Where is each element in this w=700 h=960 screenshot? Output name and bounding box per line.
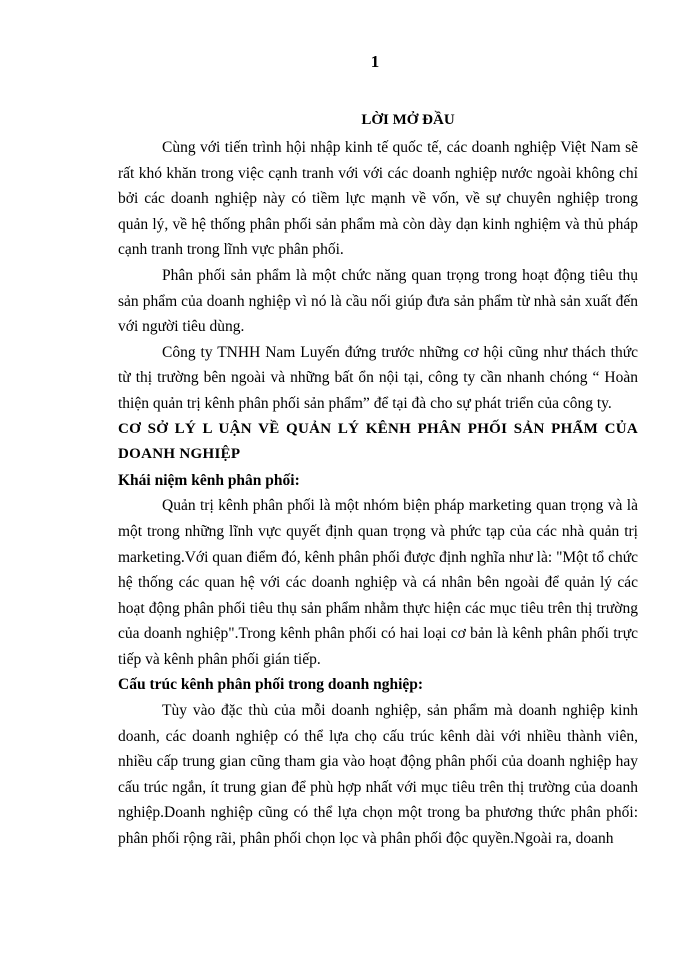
section-heading: CƠ SỞ LÝ L UẬN VỀ QUẢN LÝ KÊNH PHÂN PHỐI SẢN PHẨM CỦA DOANH NGHIỆP [118,420,638,463]
subsection-paragraph-structure: Tùy vào đặc thù của mỗi doanh nghiệp, sản phẩm mà doanh nghiệp kinh doanh, các doanh nghiệp có thể lựa chọ cấu trúc kênh dài với nhiều thành viên, nhiều cấp trung gian cũng tham gia vào hoạt động phân phối của doanh nghiệp hay cấu trúc ngắn, ít trung gian để phù hợp nhất với mục tiêu trên thị trường của doanh nghiệp.Doanh nghiệp cũng có thể lựa chọn một trong ba phương thức phân phối: phân phối rộng rãi, phân phối chọn lọc và phân phối độc quyền.Ngoài ra, doanh [118,702,638,848]
intro-paragraph-1: Cùng với tiến trình hội nhập kinh tế quốc tế, các doanh nghiệp Việt Nam sẽ rất khó khăn trong việc cạnh tranh với với các doanh nghiệp nước ngoài không chỉ bởi các doanh nghiệp này có tiềm lực mạnh về vốn, về sự chuyên nghiệp trong quản lý, về hệ thống phân phối sản phẩm mà còn dày dạn kinh nghiệm và thủ pháp cạnh tranh trong lĩnh vực phân phối. [118,139,638,259]
subsection-paragraph-concept: Quản trị kênh phân phối là một nhóm biện pháp marketing quan trọng và là một trong những lĩnh vực quyết định quan trọng và phức tạp của các nhà quản trị marketing.Với quan điểm đó, kênh phân phối được định nghĩa như là: "Một tổ chức hệ thống các quan hệ với các doanh nghiệp và cá nhân bên ngoài để quản lý các hoạt động phân phối tiêu thụ sản phẩm nhằm thực hiện các mục tiêu trên thị trường của doanh nghiệp".Trong kênh phân phối có hai loại cơ bản là kênh phân phối trực tiếp và kênh phân phối gián tiếp. [118,497,638,668]
intro-paragraph-2: Phân phối sản phẩm là một chức năng quan trọng trong hoạt động tiêu thụ sản phẩm của doanh nghiệp vì nó là cầu nối giúp đưa sản phẩm từ nhà sản xuất đến với người tiêu dùng. [118,266,638,336]
page-content [118,108,638,852]
subsection-heading-structure: Cấu trúc kênh phân phối trong doanh nghiệp: [118,676,424,694]
page-number: 1 [370,52,380,71]
subsection-heading-concept: Khái niệm kênh phân phối: [118,471,300,489]
document-title: LỜI MỞ ĐẦU [361,112,455,128]
intro-paragraph-3: Công ty TNHH Nam Luyến đứng trước những cơ hội cũng như thách thức từ thị trường bên ngoài và những bất ổn nội tại, công ty cần nhanh chóng “ Hoàn thiện quản trị kênh phân phối sản phẩm” để tại đà cho sự phát triển của công ty. [118,343,638,412]
